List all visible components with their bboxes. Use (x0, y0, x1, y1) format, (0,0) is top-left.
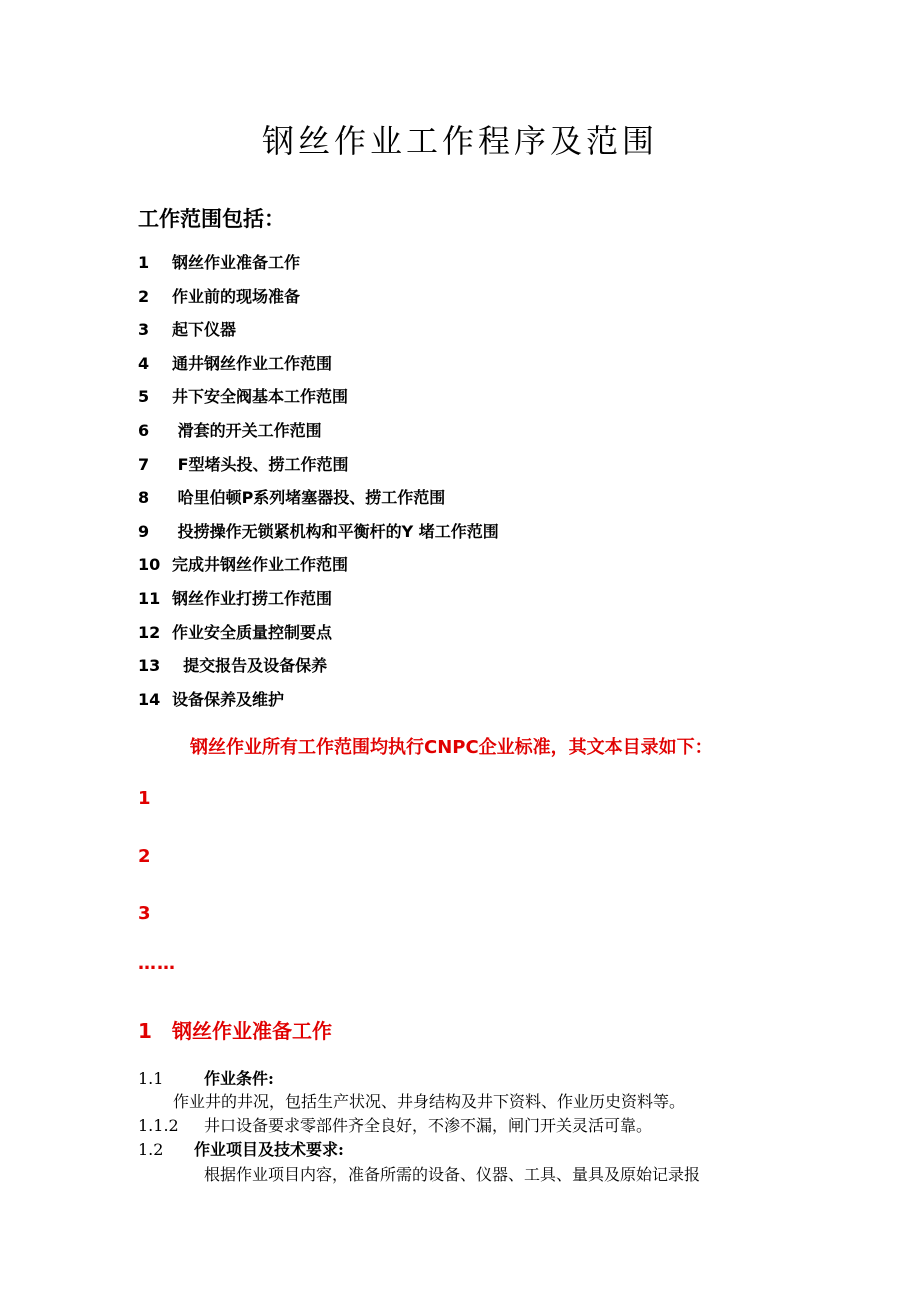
list-item (138, 552, 499, 586)
list-item (138, 485, 499, 519)
list-item (138, 620, 499, 654)
list-item (138, 284, 499, 318)
list-item-number: 14 (138, 689, 161, 709)
list-item-number: 10 (138, 555, 161, 575)
subsection-1-1-2 (138, 1113, 652, 1136)
list-item-number: 9 (138, 521, 150, 541)
list-item (138, 687, 499, 721)
list-item (138, 351, 499, 385)
list-item-text: 作业安全质量控制要点 (172, 622, 333, 642)
list-item-text: 提交报告及设备保养 (172, 656, 328, 676)
list-item-text: 哈里伯顿P系列堵塞器投、捞工作范围 (172, 488, 446, 508)
subsection-title: 作业条件: (204, 1069, 274, 1088)
list-item-number: 11 (138, 588, 161, 608)
cnpc-standard-notice: 钢丝作业所有工作范围均执行CNPC企业标准，其文本目录如下： (190, 737, 713, 758)
list-item-number: 6 (138, 420, 150, 440)
list-item-text: 井下安全阀基本工作范围 (172, 387, 349, 407)
list-item-text: 设备保养及维护 (172, 689, 285, 709)
list-item-number: 1 (138, 253, 150, 272)
list-item-text: 投捞操作无锁紧机构和平衡杆的Y 堵工作范围 (172, 521, 499, 541)
list-item (138, 586, 499, 620)
scope-heading: 工作范围包括： (138, 207, 285, 231)
paragraph: 作业井的井况，包括生产状况、井身结构及井下资料、作业历史资料等。 (173, 1092, 686, 1111)
list-item-text: 通井钢丝作业工作范围 (172, 353, 333, 373)
list-item-number: 8 (138, 488, 150, 508)
list-item-number: 7 (138, 454, 150, 474)
section-title: 钢丝作业准备工作 (172, 1019, 332, 1043)
list-item-text: 完成井钢丝作业工作范围 (172, 555, 349, 575)
section-heading (138, 1015, 332, 1044)
section-number: 1 (138, 1019, 152, 1043)
subsection-title: 作业项目及技术要求: (194, 1140, 344, 1159)
list-item-number: 13 (138, 656, 161, 676)
list-item-number: 4 (138, 353, 150, 373)
list-item (138, 317, 499, 351)
index-number: 3 (138, 903, 151, 924)
list-item (138, 384, 499, 418)
paragraph: 井口设备要求零部件齐全良好，不渗不漏，闸门开关灵活可靠。 (204, 1116, 653, 1135)
list-item-number: 5 (138, 387, 150, 407)
subsection-1-2 (138, 1137, 344, 1160)
subsection-number: 1.2 (138, 1140, 164, 1159)
list-item (138, 418, 499, 452)
list-item (138, 250, 499, 284)
scope-list (138, 250, 499, 720)
list-item-text: 滑套的开关工作范围 (172, 420, 322, 440)
ellipsis: …… (138, 953, 176, 974)
subsection-number: 1.1 (138, 1069, 164, 1088)
list-item-text: F型堵头投、捞工作范围 (172, 454, 349, 474)
list-item-number: 2 (138, 286, 150, 306)
list-item-text: 作业前的现场准备 (172, 286, 301, 306)
index-number: 1 (138, 788, 151, 809)
paragraph: 根据作业项目内容，准备所需的设备、仪器、工具、量具及原始记录报 (204, 1165, 701, 1184)
page-title: 钢丝作业工作程序及范围 (261, 122, 658, 160)
list-item (138, 452, 499, 486)
subsection-number: 1.1.2 (138, 1116, 179, 1135)
index-number: 2 (138, 846, 151, 867)
list-item-text: 起下仪器 (172, 320, 237, 340)
list-item-number: 12 (138, 622, 161, 642)
subsection-1-1 (138, 1066, 274, 1089)
list-item-text: 钢丝作业打捞工作范围 (172, 588, 333, 608)
list-item-text: 钢丝作业准备工作 (172, 253, 301, 272)
list-item (138, 653, 499, 687)
list-item (138, 519, 499, 553)
list-item-number: 3 (138, 320, 150, 340)
